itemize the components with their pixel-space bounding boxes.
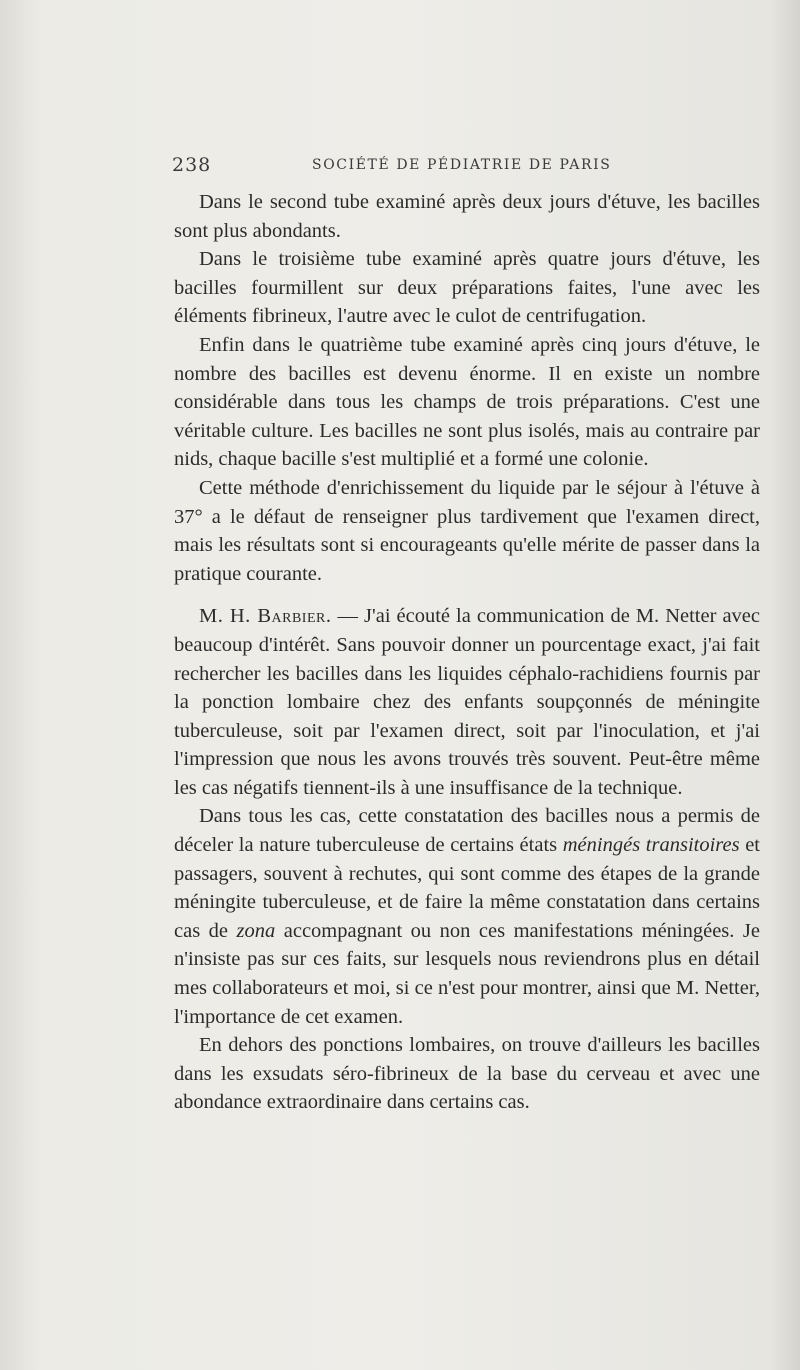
- paragraph-4: Cette méthode d'enrichissement du liquide par le séjour à l'étuve à 37° a le défaut de renseigner plus tardivement que l'examen direct, mais les résultats sont si encourageants qu'elle mérite de passer dans la pratique courante.: [174, 476, 760, 585]
- paragraph-6: [174, 802, 760, 1031]
- paragraph-2: Dans le troisième tube examiné après quatre jours d'étuve, les bacilles fourmillent sur deux préparations faites, l'une avec les éléments fibrineux, l'autre avec le culot de centrifugation.: [174, 248, 760, 328]
- italic-term-zona: zona: [236, 919, 276, 942]
- paragraph-1: Dans le second tube examiné après deux jours d'étuve, les bacilles sont plus abondants.: [174, 191, 760, 242]
- body-text: [174, 188, 760, 1117]
- speaker-name: M. H. Barbier.: [199, 605, 332, 628]
- italic-term-meninges: méningés transitoires: [562, 834, 740, 857]
- page-header: [172, 150, 762, 180]
- paragraph-6-part-a: Dans tous les cas, cette constatation des bacilles nous a permis de déceler la nature tuberculeuse de certains états: [174, 805, 760, 857]
- paragraph-6-part-c: accompagnant ou non ces manifestations méningées. Je n'insiste pas sur ces faits, sur lesquels nous reviendrons plus en détail mes collaborateurs et moi, si ce n'est pour montrer, ainsi que M. Netter, l'importance de cet examen.: [174, 919, 760, 1028]
- paragraph-6-part-b: et passagers, souvent à rechutes, qui sont comme des étapes de la grande méningite tuberculeuse, et de faire la même constatation dans certains cas de: [174, 834, 760, 942]
- paragraph-5-text: — J'ai écouté la communication de M. Netter avec beaucoup d'intérêt. Sans pouvoir donner un pourcentage exact, j'ai fait rechercher les bacilles dans les liquides céphalo-rachidiens fournis par la ponction lombaire chez des enfants soupçonnés de méningite tuberculeuse, soit par l'examen direct, soit par l'inoculation, et j'ai l'impression que nous les avons trouvés très souvent. Peut-être même les cas négatifs tiennent-ils à une insuffisance de la technique.: [174, 605, 760, 799]
- paragraph-5: [174, 602, 760, 802]
- paragraph-7: En dehors des ponctions lombaires, on trouve d'ailleurs les bacilles dans les exsudats séro-fibrineux de la base du cerveau et avec une abondance extraordinaire dans certains cas.: [174, 1034, 760, 1114]
- page-number: 238: [172, 154, 212, 176]
- paragraph-3: Enfin dans le quatrième tube examiné après cinq jours d'étuve, le nombre des bacilles est devenu énorme. Il en existe un nombre considérable dans tous les champs de trois préparations. C'est une véritable culture. Les bacilles ne sont plus isolés, mais au contraire par nids, chaque bacille s'est multiplié et a formé une colonie.: [174, 333, 760, 471]
- running-head: SOCIÉTÉ DE PÉDIATRIE DE PARIS: [312, 157, 612, 173]
